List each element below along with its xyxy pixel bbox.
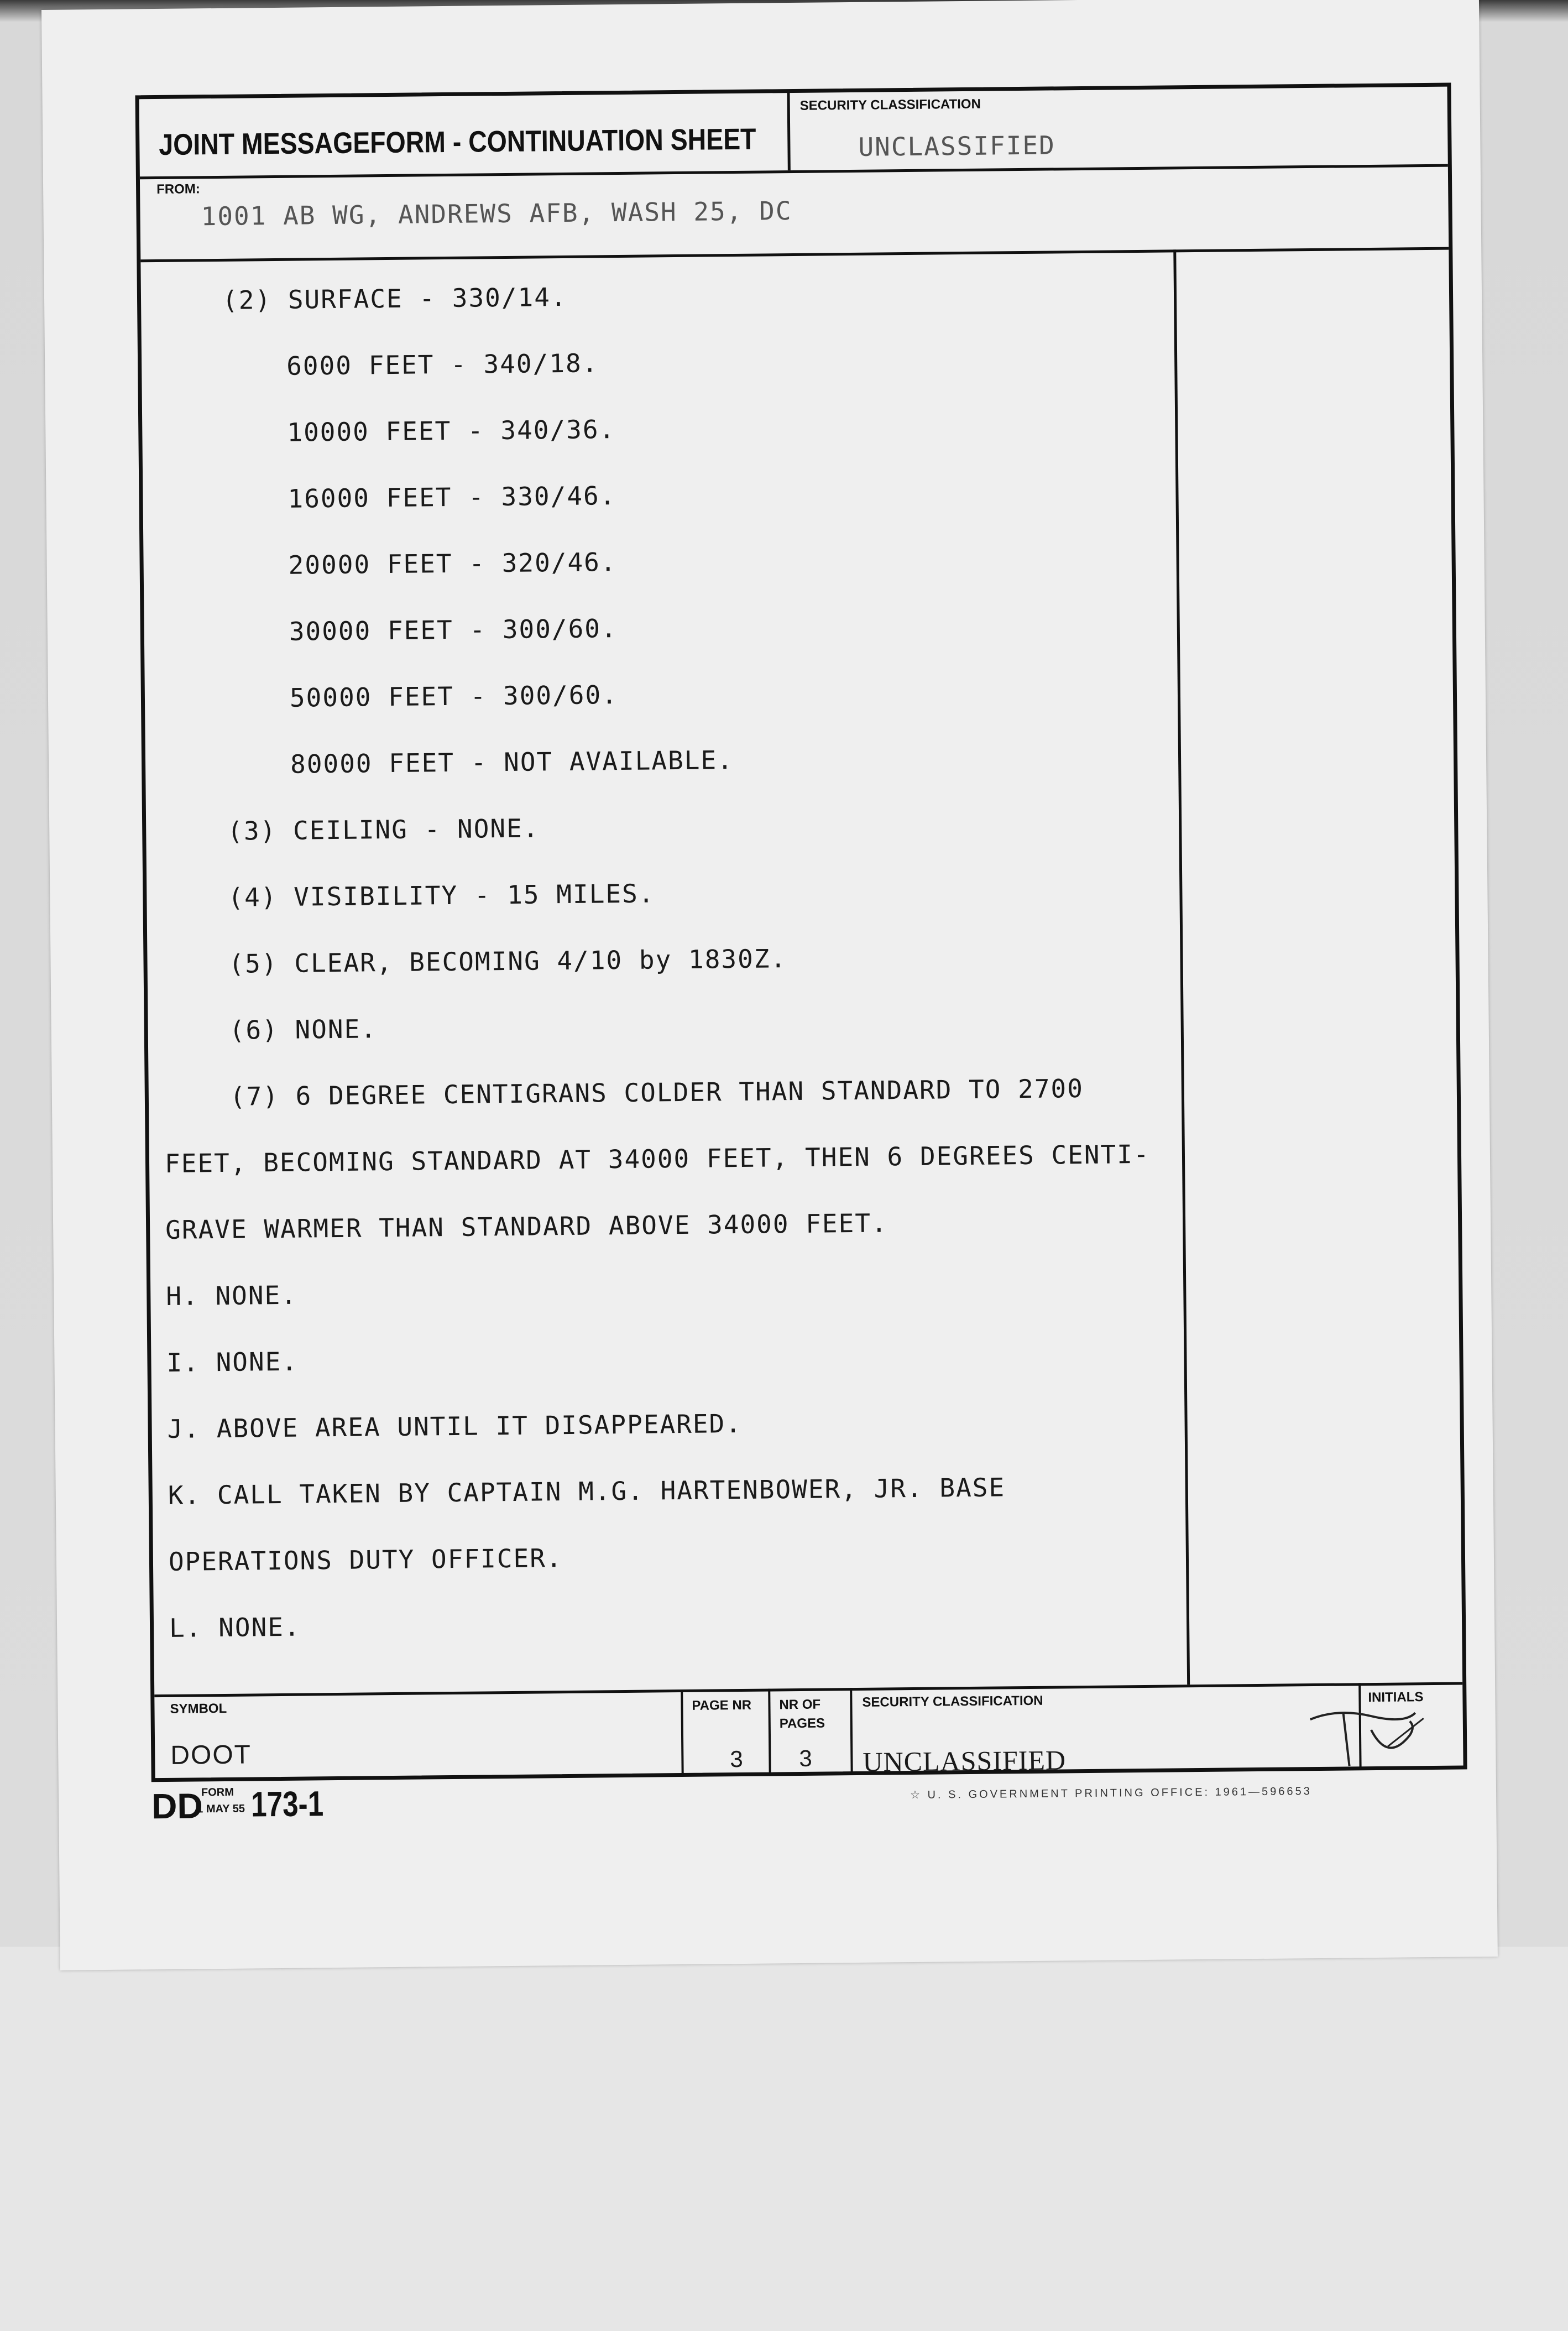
body-margin-divider bbox=[1173, 249, 1190, 1685]
form-label: FORM bbox=[201, 1786, 234, 1799]
footer-nr-of-pages-value: 3 bbox=[799, 1745, 813, 1771]
footer-divider-3 bbox=[850, 1688, 853, 1774]
body-line: H. NONE. bbox=[166, 1280, 298, 1311]
footer-page-nr-label: PAGE NR bbox=[692, 1697, 752, 1713]
footer-nr-of-pages-label: NR OF PAGES bbox=[779, 1697, 825, 1732]
form-sheet bbox=[41, 0, 1498, 1970]
form-title: JOINT MESSAGEFORM - CONTINUATION SHEET bbox=[159, 122, 756, 161]
body-line: FEET, BECOMING STANDARD AT 34000 FEET, THEN 6 DEGREES CENTI- bbox=[164, 1139, 1150, 1178]
form-prefix: DD bbox=[151, 1786, 203, 1827]
header-divider bbox=[787, 93, 791, 170]
printing-office-imprint: ☆ U. S. GOVERNMENT PRINTING OFFICE: 1961—596653 bbox=[910, 1785, 1312, 1802]
body-line: (5) CLEAR, BECOMING 4/10 by 1830Z. bbox=[228, 943, 787, 979]
footer-divider-1 bbox=[681, 1689, 683, 1775]
footer-divider-2 bbox=[768, 1688, 771, 1774]
form-date: 1 MAY 55 bbox=[197, 1802, 245, 1816]
body-line: I. NONE. bbox=[166, 1346, 299, 1378]
body-line: (2) SURFACE - 330/14. bbox=[222, 281, 567, 315]
body-line: 10000 FEET - 340/36. bbox=[287, 414, 616, 447]
body-line: (3) CEILING - NONE. bbox=[227, 813, 540, 846]
body-line: J. ABOVE AREA UNTIL IT DISAPPEARED. bbox=[167, 1408, 743, 1444]
body-line: 30000 FEET - 300/60. bbox=[289, 613, 618, 646]
header-rule bbox=[140, 164, 1448, 180]
initials-signature bbox=[1304, 1696, 1432, 1769]
body-line: (6) NONE. bbox=[229, 1014, 378, 1045]
footer-initials-label: INITIALS bbox=[1368, 1689, 1424, 1706]
body-line: GRAVE WARMER THAN STANDARD ABOVE 34000 FEET. bbox=[165, 1208, 888, 1245]
form-frame bbox=[135, 83, 1467, 1782]
from-value: 1001 AB WG, ANDREWS AFB, WASH 25, DC bbox=[201, 195, 792, 232]
from-label: FROM: bbox=[156, 181, 200, 197]
photo-table-surface bbox=[0, 1947, 1568, 2331]
body-line: 16000 FEET - 330/46. bbox=[288, 481, 616, 514]
header-security-value: UNCLASSIFIED bbox=[858, 130, 1056, 162]
footer-security-label: SECURITY CLASSIFICATION bbox=[862, 1693, 1043, 1710]
body-line: (4) VISIBILITY - 15 MILES. bbox=[228, 878, 655, 912]
body-line: L. NONE. bbox=[169, 1612, 301, 1643]
body-line: 6000 FEET - 340/18. bbox=[286, 348, 599, 381]
body-line: OPERATIONS DUTY OFFICER. bbox=[168, 1543, 563, 1577]
header-security-label: SECURITY CLASSIFICATION bbox=[799, 96, 981, 113]
body-line: (7) 6 DEGREE CENTIGRANS COLDER THAN STANDARD TO 2700 bbox=[229, 1073, 1084, 1112]
from-rule bbox=[140, 247, 1449, 263]
footer-symbol-label: SYMBOL bbox=[170, 1701, 227, 1717]
footer-security-value: UNCLASSIFIED bbox=[863, 1744, 1067, 1777]
body-line: 80000 FEET - NOT AVAILABLE. bbox=[290, 745, 734, 779]
body-line: 50000 FEET - 300/60. bbox=[289, 680, 619, 713]
body-line: 20000 FEET - 320/46. bbox=[288, 547, 617, 580]
footer-page-nr-value: 3 bbox=[730, 1745, 745, 1772]
footer-symbol-value: DOOT bbox=[170, 1740, 252, 1770]
form-number: 173-1 bbox=[250, 1784, 324, 1824]
body-line: K. CALL TAKEN BY CAPTAIN M.G. HARTENBOWER, JR. BASE bbox=[168, 1472, 1006, 1510]
